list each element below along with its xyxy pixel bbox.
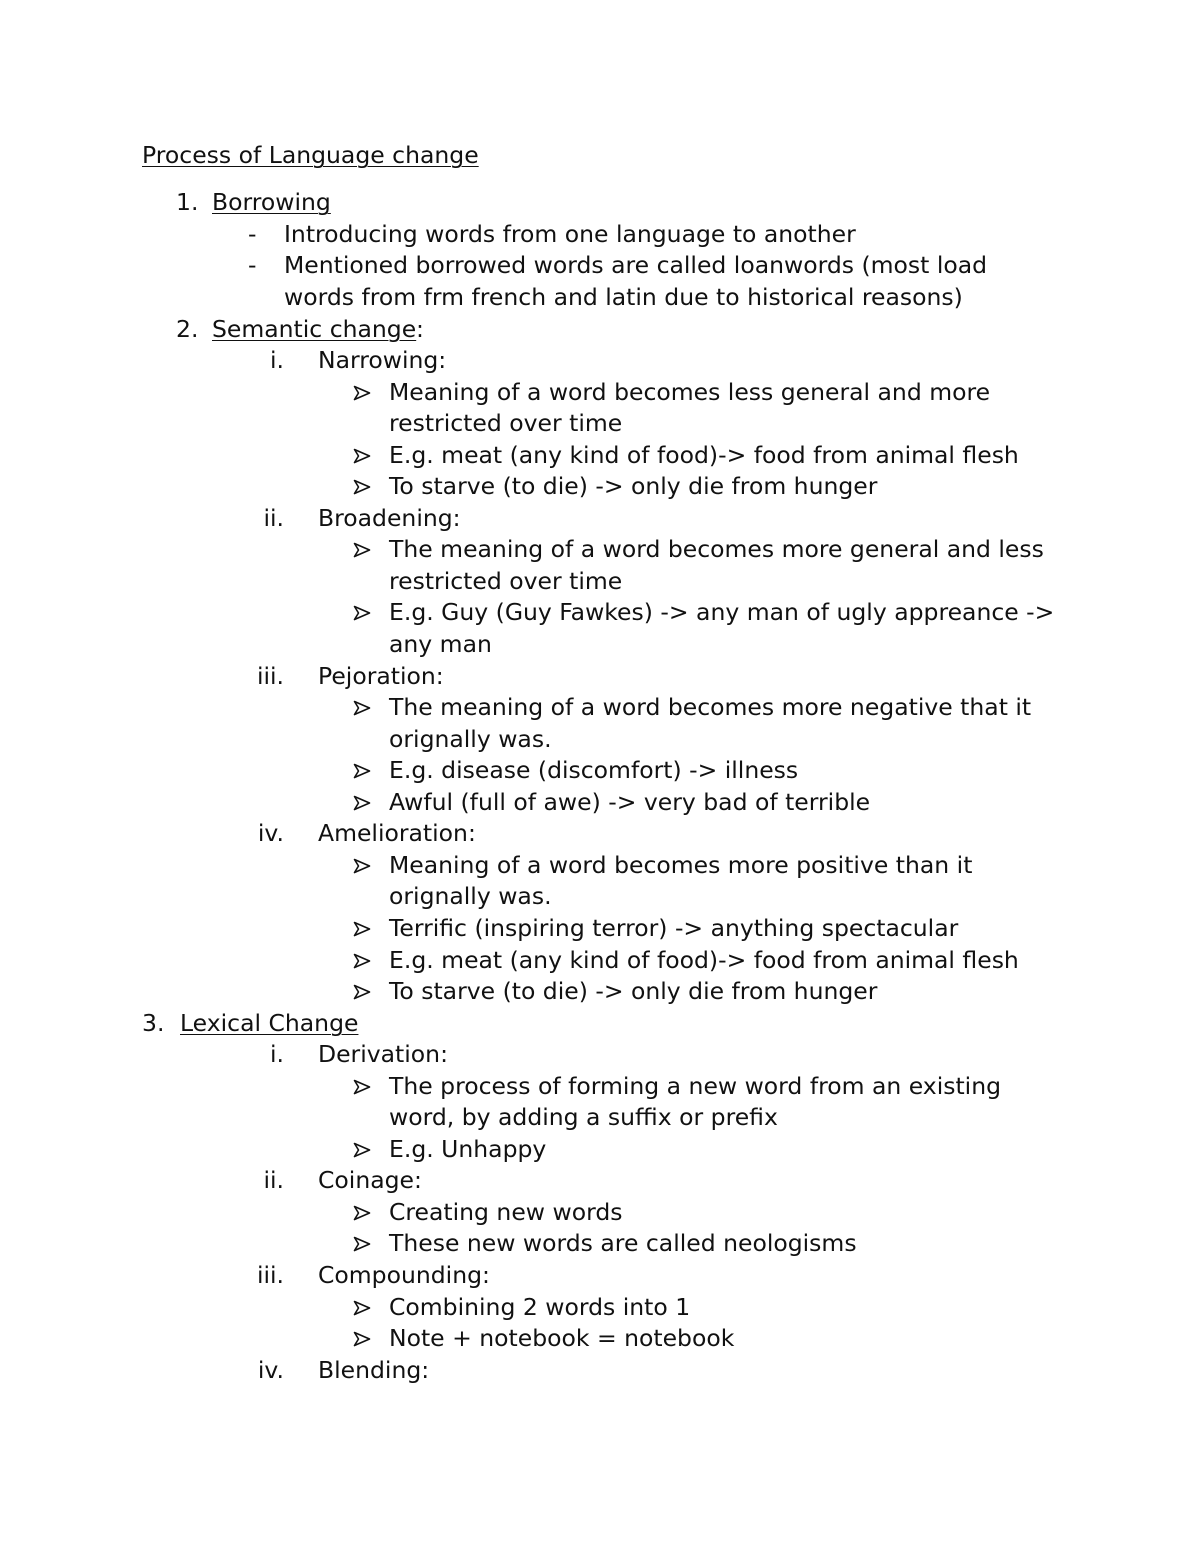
point-text: Combining 2 words into 1 [389,1292,691,1321]
subsection-label: Pejoration: [318,661,444,690]
bullet-text: words from frm french and latin due to historical reasons) [284,282,963,311]
point-text: E.g. disease (discomfort) -> illness [389,756,799,785]
point-text: restricted over time [389,566,623,595]
arrowhead-bullet-icon [353,1205,371,1221]
point-text: The process of forming a new word from an existing [389,1071,1002,1100]
arrowhead-bullet-icon [353,953,371,969]
section-number: 1. [176,188,199,217]
point-text: E.g. meat (any kind of food)-> food from animal flesh [389,440,1019,469]
point-text: Meaning of a word becomes more positive than it [389,850,973,879]
section-heading: Borrowing [212,188,331,217]
roman-numeral: i. [270,1040,284,1069]
point-text: To starve (to die) -> only die from hunger [389,472,878,501]
point-text: Creating new words [389,1197,623,1226]
arrowhead-bullet-icon [353,605,371,621]
arrowhead-bullet-icon [353,984,371,1000]
roman-numeral: ii. [263,1166,284,1195]
point-text: The meaning of a word becomes more general and less [389,535,1044,564]
section-heading: Lexical Change [180,1008,359,1037]
arrowhead-bullet-icon [353,479,371,495]
arrowhead-bullet-icon [353,448,371,464]
point-text: any man [389,630,492,659]
point-text: Meaning of a word becomes less general and more [389,377,991,406]
point-text: Awful (full of awe) -> very bad of terrible [389,787,871,816]
point-text: Terrific (inspiring terror) -> anything spectacular [389,913,959,942]
subsection-label: Broadening: [318,503,461,532]
roman-numeral: ii. [263,503,284,532]
arrowhead-bullet-icon [353,1331,371,1347]
subsection-label: Coinage: [318,1166,422,1195]
arrowhead-bullet-icon [353,1236,371,1252]
arrowhead-bullet-icon [353,1079,371,1095]
arrowhead-bullet-icon [353,921,371,937]
section-number: 2. [176,314,199,343]
bullet-text: Mentioned borrowed words are called loanwords (most load [284,251,988,280]
point-text: orignally was. [389,882,552,911]
bullet-text: Introducing words from one language to another [284,219,856,248]
point-text: Note + notebook = notebook [389,1324,735,1353]
arrowhead-bullet-icon [353,385,371,401]
subsection-label: Derivation: [318,1040,448,1069]
roman-numeral: iv. [257,819,284,848]
page-title: Process of Language change [142,141,479,169]
roman-numeral: i. [270,346,284,375]
roman-numeral: iii. [256,661,284,690]
dash-bullet: - [248,251,257,280]
point-text: E.g. Guy (Guy Fawkes) -> any man of ugly appreance -> [389,598,1055,627]
point-text: These new words are called neologisms [389,1229,857,1258]
point-text: word, by adding a suffix or prefix [389,1103,778,1132]
subsection-label: Blending: [318,1355,430,1384]
subsection-label: Amelioration: [318,819,476,848]
arrowhead-bullet-icon [353,1142,371,1158]
roman-numeral: iii. [256,1261,284,1290]
point-text: The meaning of a word becomes more negative that it [389,693,1032,722]
point-text: restricted over time [389,409,623,438]
heading-colon: : [416,314,424,343]
point-text: E.g. Unhappy [389,1134,547,1163]
point-text: orignally was. [389,724,552,753]
subsection-label: Compounding: [318,1261,490,1290]
arrowhead-bullet-icon [353,763,371,779]
arrowhead-bullet-icon [353,700,371,716]
section-number: 3. [142,1008,165,1037]
subsection-label: Narrowing: [318,346,447,375]
arrowhead-bullet-icon [353,542,371,558]
arrowhead-bullet-icon [353,795,371,811]
point-text: E.g. meat (any kind of food)-> food from animal flesh [389,945,1019,974]
arrowhead-bullet-icon [353,858,371,874]
dash-bullet: - [248,219,257,248]
section-heading: Semantic change [212,314,417,343]
roman-numeral: iv. [257,1355,284,1384]
arrowhead-bullet-icon [353,1300,371,1316]
point-text: To starve (to die) -> only die from hunger [389,977,878,1006]
